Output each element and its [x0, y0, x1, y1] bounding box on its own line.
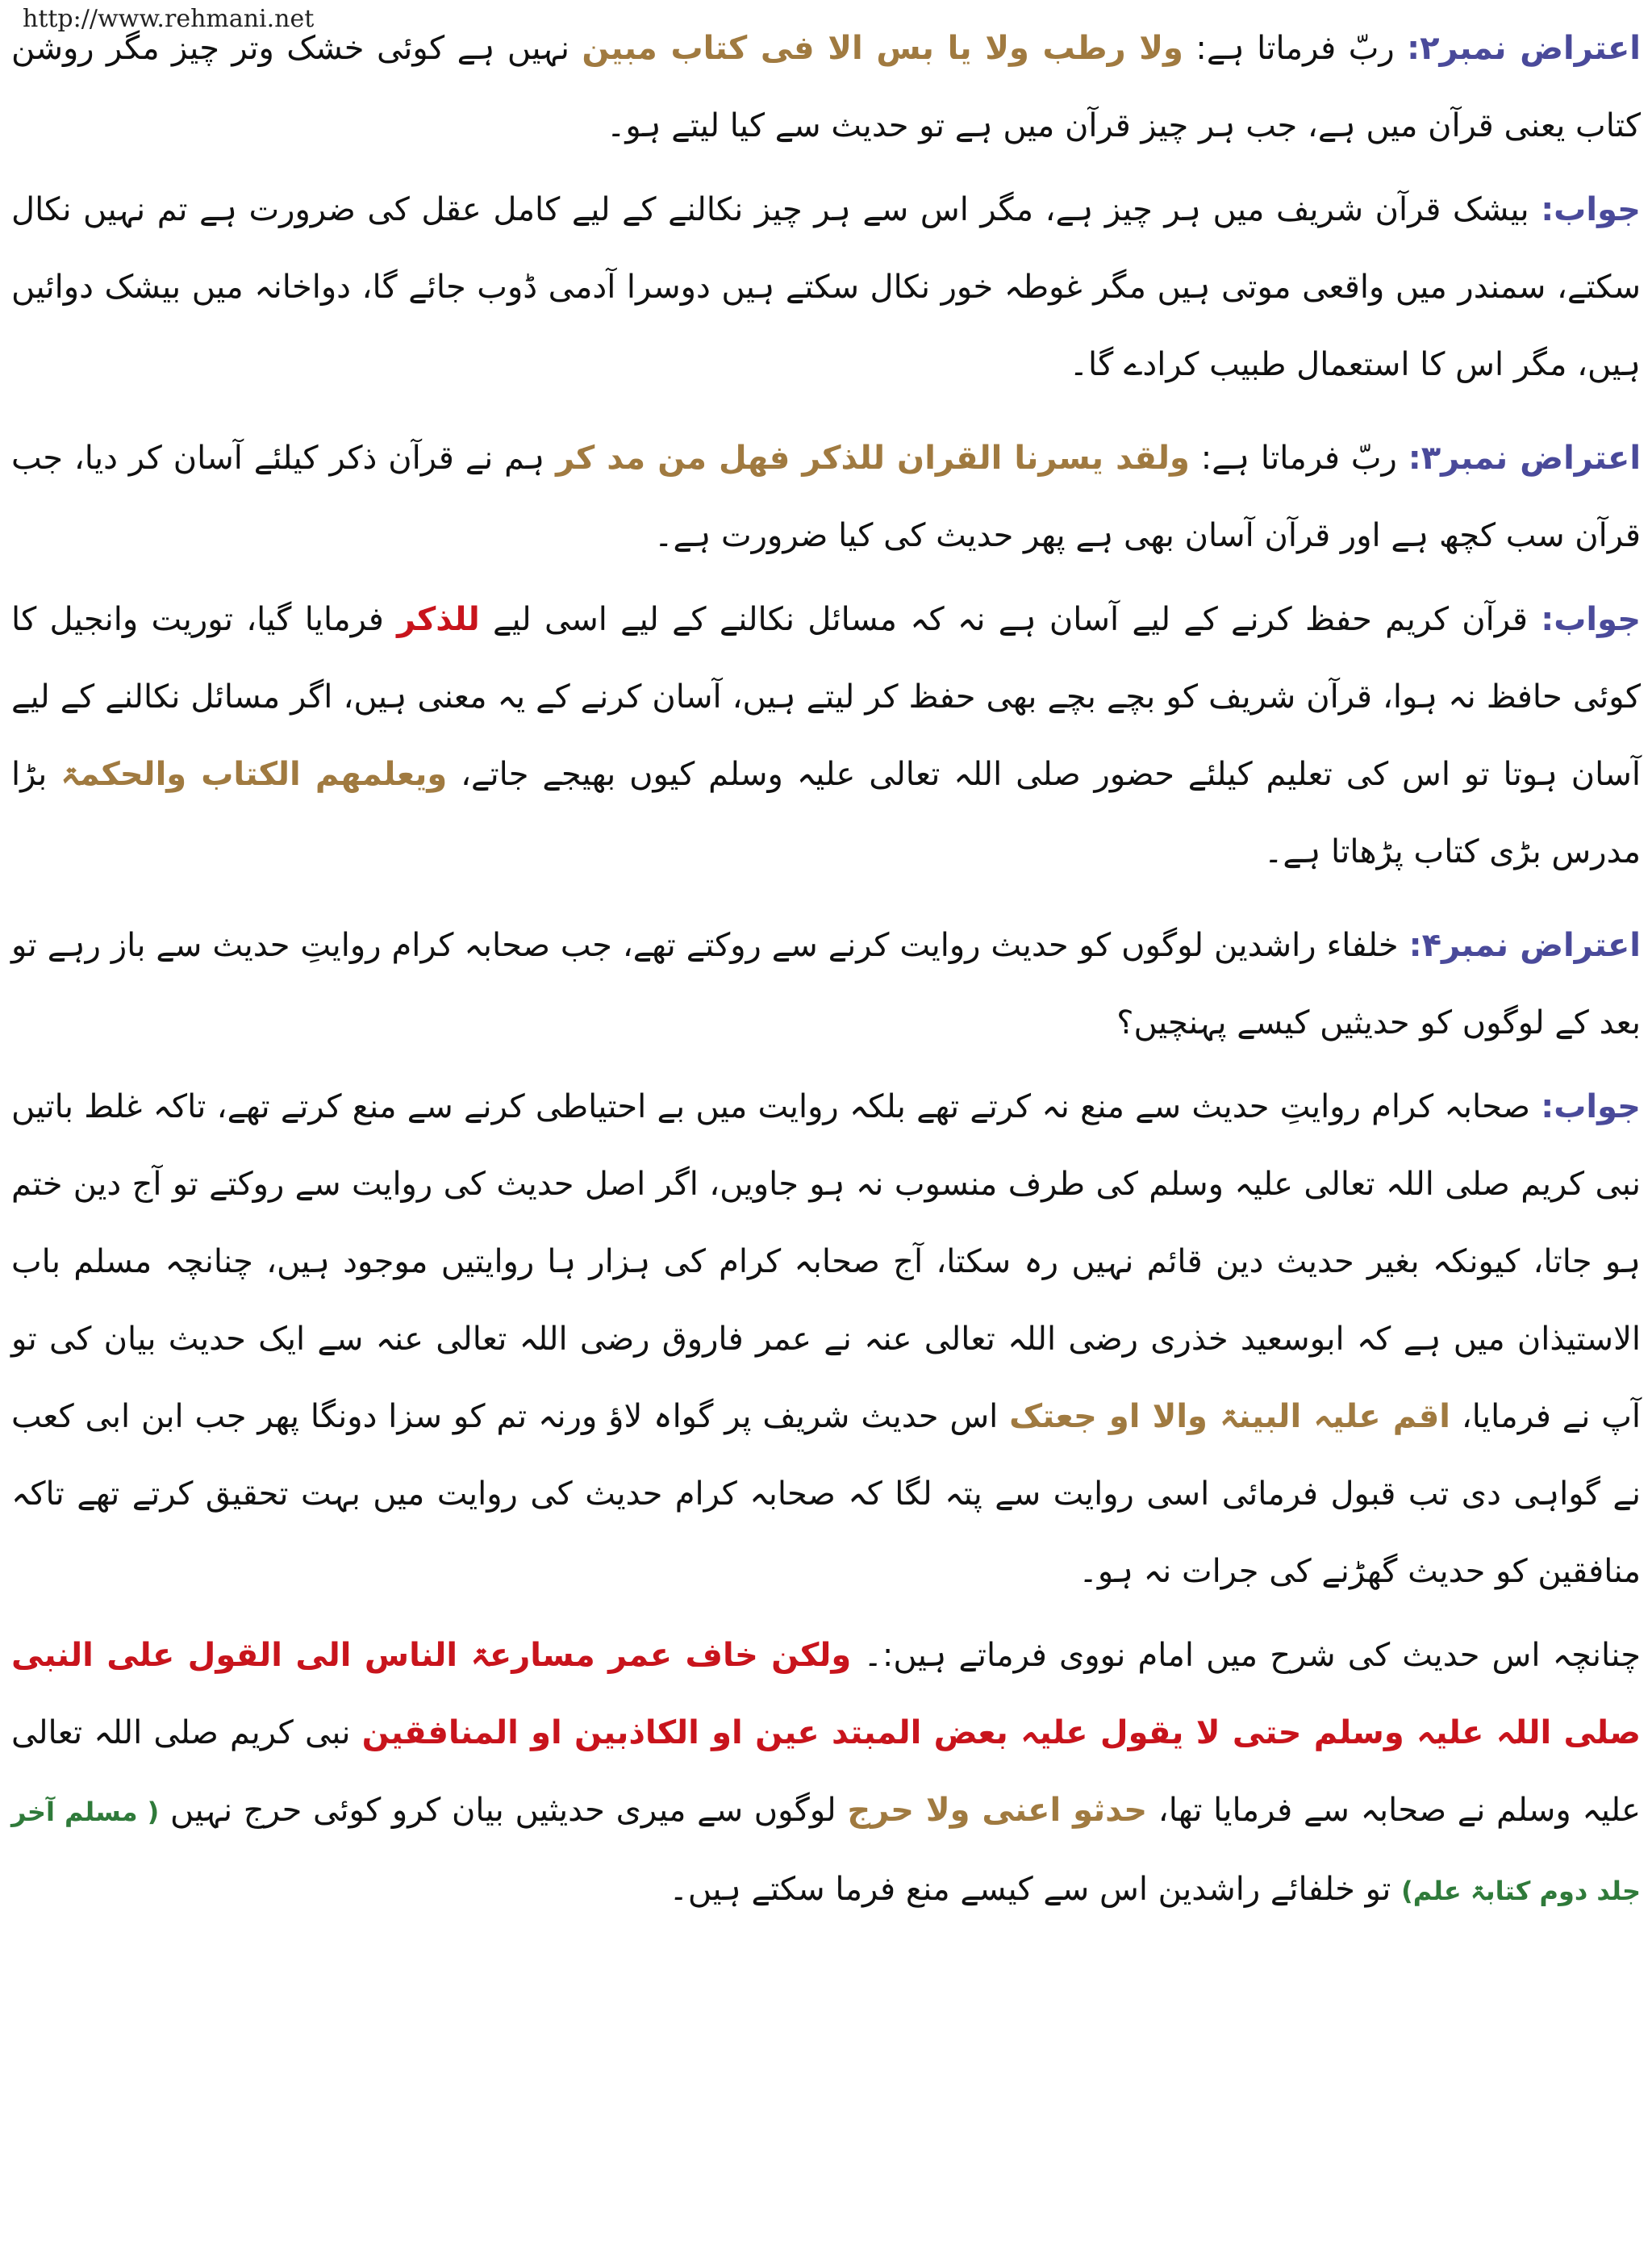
watermark-url: http://www.rehmani.net — [23, 5, 315, 33]
answer-3 — [11, 581, 1641, 891]
answer-4 — [11, 1068, 1641, 1610]
closing-text-3: لوگوں سے میری حدیثیں بیان کرو کوئی حرج نہیں — [170, 1792, 836, 1829]
answer-3-arabic-inline: للذکر — [397, 601, 480, 638]
closing-paragraph — [11, 1617, 1641, 1930]
objection-3 — [11, 419, 1641, 574]
objection-3-arabic: ولقد یسرنا القران للذکر فھل من مد کر — [556, 440, 1190, 477]
answer-4-arabic: اقم علیہ البینۃ والا او جعتک — [1009, 1398, 1451, 1435]
answer-4-text-1: صحابہ کرام روایتِ حدیث سے منع نہ کرتے تھے بلکہ روایت میں بے احتیاطی کرنے سے منع کرتے تھے، تاکہ غلط باتیں نبی کریم صلی اللہ تعالی علیہ وسلم کی طرف منسوب نہ ہو جاویں، اگر اصل حدیث کی روایت سے روکتے تو آج دین ختم ہو جاتا، کیونکہ بغیر حدیث دین قائم نہیں رہ سکتا، آج صحابہ کرام کی ہزار ہا روایتیں موجود ہیں، چنانچہ مسلم باب الاستیذان میں ہے کہ ابوسعید خذری رضی اللہ تعالی عنہ نے عمر فاروق رضی اللہ تعالی عنہ سے ایک حدیث بیان کی تو آپ نے فرمایا، — [11, 1088, 1642, 1435]
objection-2-text: نہیں ہے کوئی خشک وتر چیز مگر روشن کتاب یعنی قرآن میں ہے، جب ہر چیز قرآن میں ہے تو حدیث سے کیا لیتے ہو۔ — [11, 30, 1641, 144]
answer-3-text-after: بڑا مدرس بڑی کتاب پڑھاتا ہے۔ — [11, 756, 1641, 870]
closing-citation: ( مسلم آخر جلد دوم کتابۃ علم) — [11, 1797, 1641, 1906]
closing-text-4: تو خلفائے راشدین اس سے کیسے منع فرما سکتے ہیں۔ — [669, 1871, 1391, 1908]
answer-4-label: جواب: — [1541, 1088, 1642, 1125]
objection-2-lead: ربّ فرماتا ہے: — [1195, 30, 1395, 67]
closing-arabic-quote: ولکن خاف عمر مسارعۃ الناس الی القول علی النبی صلی اللہ علیہ وسلم حتی لا یقول علیہ بعض المبتد عین او الکاذبین او المنافقین — [11, 1637, 1641, 1751]
objection-3-text: ہم نے قرآن ذکر کیلئے آسان کر دیا، جب قرآن سب کچھ ہے اور قرآن آسان بھی ہے پھر حدیث کی کیا ضرورت ہے۔ — [11, 440, 1641, 554]
objection-2-arabic: ولا رطب ولا یا بس الا فی کتاب مبین — [582, 30, 1183, 67]
answer-4-text-2: اس حدیث شریف پر گواہ لاؤ ورنہ تم کو سزا دونگا پھر جب ابن ابی کعب نے گواہی دی تب قبول فرمائی اسی روایت سے پتہ لگا کہ صحابہ کرام حدیث کی روایت میں بہت تحقیق کرتے تھے تاکہ منافقین کو حدیث گھڑنے کی جرات نہ ہو۔ — [11, 1398, 1641, 1590]
objection-2-label: اعتراض نمبر۲: — [1407, 30, 1641, 67]
answer-3-arabic: ویعلمھم الکتاب والحکمۃ — [60, 756, 448, 793]
answer-3-text-middle: فرمایا گیا، توریت وانجیل کا کوئی حافظ نہ ہوا، قرآن شریف کو بچے بچے بھی حفظ کر لیتے ہیں، آسان کرنے کے یہ معنی ہیں، اگر مسائل نکالنے کے لیے آسان ہوتا تو اس کی تعلیم کیلئے حضور صلی اللہ تعالی علیہ وسلم کیوں بھیجے جاتے، — [11, 601, 1641, 793]
answer-2-text: بیشک قرآن شریف میں ہر چیز ہے، مگر اس سے ہر چیز نکالنے کے لیے کامل عقل کی ضرورت ہے تم نہیں نکال سکتے، سمندر میں واقعی موتی ہیں مگر غوطہ خور نکال سکتے ہیں دوسرا آدمی ڈوب جائے گا، دواخانہ میں بیشک دوائیں ہیں، مگر اس کا استعمال طبیب کرادے گا۔ — [11, 191, 1641, 383]
closing-text-2: نبی کریم صلی اللہ تعالی علیہ وسلم نے صحابہ سے فرمایا تھا، — [11, 1714, 1642, 1829]
answer-3-label: جواب: — [1541, 601, 1642, 638]
answer-2-label: جواب: — [1541, 191, 1641, 228]
objection-4-label: اعتراض نمبر۴: — [1408, 927, 1641, 964]
objection-3-lead: ربّ فرماتا ہے: — [1200, 440, 1397, 477]
objection-4-text: خلفاء راشدین لوگوں کو حدیث روایت کرنے سے روکتے تھے، جب صحابہ کرام روایتِ حدیث سے باز رہے تو بعد کے لوگوں کو حدیثیں کیسے پہنچیں؟ — [11, 927, 1641, 1041]
answer-2 — [11, 171, 1641, 403]
objection-4 — [11, 907, 1641, 1062]
answer-3-text-before: قرآن کریم حفظ کرنے کے لیے آسان ہے نہ کہ مسائل نکالنے کے لیے اسی لیے — [493, 601, 1528, 638]
closing-arabic-hadith: حدثو اعنی ولا حرج — [847, 1792, 1148, 1829]
document-page — [11, 10, 1641, 1946]
objection-2 — [11, 10, 1641, 165]
closing-text-1: چنانچہ اس حدیث کی شرح میں امام نووی فرماتے ہیں:۔ — [863, 1637, 1642, 1674]
objection-3-label: اعتراض نمبر۳: — [1408, 440, 1642, 477]
